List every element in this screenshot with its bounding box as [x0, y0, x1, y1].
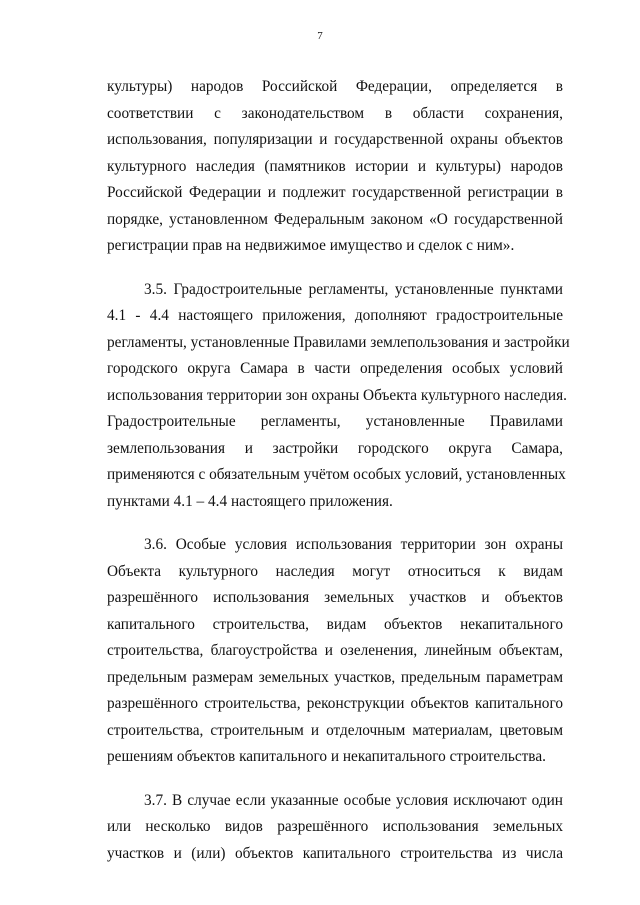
- text-line: предельным размерам земельных участков, предельным параметрам: [107, 668, 563, 686]
- text-line: разрешённого строительства, реконструкции объектов капитального: [107, 695, 563, 712]
- text-line: культурного наследия (памятников истории и культуры) народов: [107, 157, 563, 175]
- text-line: культуры) народов Российской Федерации, определяется в: [107, 78, 563, 95]
- text-line: использования, популяризации и государственной охраны объектов: [107, 131, 563, 148]
- text-line: регистрации прав на недвижимое имущество и сделок с ним».: [107, 237, 515, 254]
- text-line: Градостроительные регламенты, установленные Правилами: [107, 413, 563, 430]
- text-line: 3.7. В случае если указанные особые условия исключают один: [144, 791, 563, 809]
- text-line: пунктами 4.1 – 4.4 настоящего приложения.: [107, 492, 393, 510]
- text-line: 4.1 - 4.4 настоящего приложения, дополняют градостроительные: [107, 307, 563, 324]
- text-line: 3.5. Градостроительные регламенты, установленные пунктами: [144, 280, 563, 298]
- paragraph-gap: [107, 515, 563, 532]
- text-line: Российской Федерации и подлежит государственной регистрации в: [107, 184, 563, 201]
- text-line: 3.6. Особые условия использования территории зон охраны: [144, 536, 563, 553]
- text-line: соответствии с законодательством в области сохранения,: [107, 104, 563, 122]
- text-line: разрешённого использования земельных участков и объектов: [107, 589, 563, 606]
- text-line: землепользования и застройки городского округа Самара,: [107, 439, 563, 457]
- paragraph-gap: [107, 260, 563, 277]
- text-line: порядке, установленном Федеральным законом «О государственной: [107, 210, 563, 228]
- text-line: городского округа Самара в части определения особых условий: [107, 360, 563, 377]
- paragraph-3-6: [107, 532, 563, 771]
- paragraph-3-5: [107, 277, 570, 516]
- paragraph-continuation: [107, 74, 563, 260]
- text-line: Объекта культурного наследия могут относиться к видам: [107, 562, 563, 580]
- text-line: участков и (или) объектов капитального строительства из числа: [107, 844, 563, 862]
- text-line: строительства, благоустройства и озеленения, линейным объектам,: [107, 642, 563, 659]
- paragraph-3-7: [107, 788, 563, 868]
- text-line: решениям объектов капитального и некапитального строительства.: [107, 748, 546, 765]
- text-line: или несколько видов разрешённого использования земельных: [107, 818, 563, 835]
- page-number: 7: [317, 30, 323, 42]
- text-line: использования территории зон охраны Объекта культурного наследия.: [107, 386, 567, 404]
- text-line: строительства, строительным и отделочным материалам, цветовым: [107, 721, 563, 739]
- paragraph-gap: [107, 771, 563, 788]
- text-line: применяются с обязательным учётом особых условий, установленных: [107, 466, 566, 483]
- text-line: капитального строительства, видам объектов некапитального: [107, 615, 563, 633]
- document-body: [107, 74, 570, 867]
- text-line: регламенты, установленные Правилами землепользования и застройки: [107, 333, 570, 351]
